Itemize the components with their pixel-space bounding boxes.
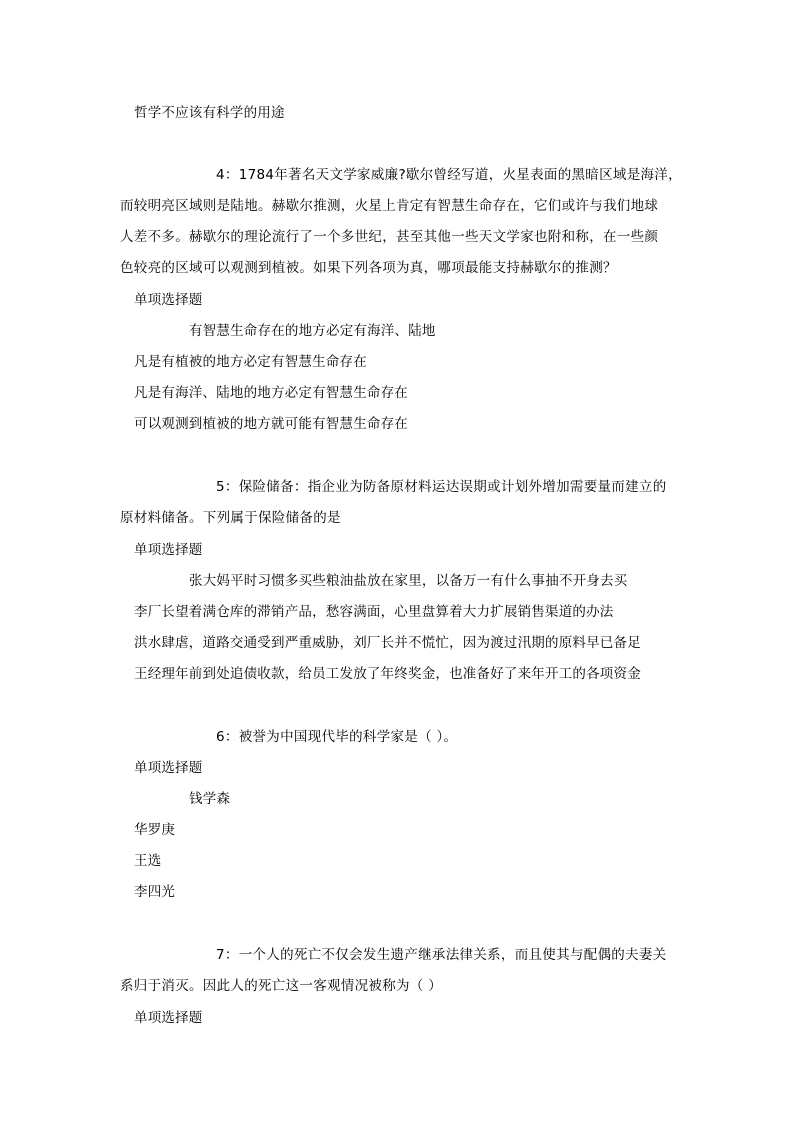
- question-7-type-label: 单项选择题: [134, 1010, 203, 1026]
- question-5-option-c[interactable]: 洪水肆虐，道路交通受到严重威胁，刘厂长并不慌忙，因为渡过汛期的原料早已备足: [134, 635, 641, 651]
- previous-question-option: 哲学不应该有科学的用途: [134, 105, 285, 121]
- question-7-stem-line: 7：一个人的死亡不仅会发生遗产继承法律关系，而且使其与配偶的夫妻关: [216, 947, 667, 963]
- question-4-stem-line: 人差不多。赫歇尔的理论流行了一个多世纪，甚至其他一些天文学家也附和称，在一些颜: [120, 229, 659, 245]
- question-5-type-label: 单项选择题: [134, 542, 203, 558]
- question-5-option-d[interactable]: 王经理年前到处追债收款，给员工发放了年终奖金，也准备好了来年开工的各项资金: [134, 666, 641, 682]
- question-5-stem-line: 原材料储备。下列属于保险储备的是: [120, 510, 341, 526]
- question-6-option-d[interactable]: 李四光: [134, 884, 176, 900]
- question-4-type-label: 单项选择题: [134, 292, 203, 308]
- question-6-stem-line: 6：被誉为中国现代毕的科学家是（ ）。: [216, 729, 458, 745]
- question-6-stem: [120, 722, 680, 753]
- question-5-stem-line: 5：保险储备：指企业为防备原材料运达误期或计划外增加需要量而建立的: [216, 479, 667, 495]
- question-4-stem-line: 色较亮的区域可以观测到植被。如果下列各项为真，哪项最能支持赫歇尔的推测？: [120, 260, 617, 276]
- question-5-option-a[interactable]: 张大妈平时习惯多买些粮油盐放在家里，以备万一有什么事抽不开身去买: [189, 573, 628, 589]
- question-6-option-a[interactable]: 钱学森: [189, 791, 231, 807]
- question-6-type-label: 单项选择题: [134, 760, 203, 776]
- question-4-option-d[interactable]: 可以观测到植被的地方就可能有智慧生命存在: [134, 416, 408, 432]
- question-4-option-b[interactable]: 凡是有植被的地方必定有智慧生命存在: [134, 354, 367, 370]
- question-7-stem: [120, 940, 680, 1002]
- question-4-stem-line: 4：1784年著名天文学家威廉?歇尔曾经写道，火星表面的黑暗区域是海洋，: [216, 167, 682, 183]
- question-5-stem: [120, 472, 680, 534]
- question-7-stem-line: 系归于消灭。因此人的死亡这一客观情况被称为（ ）: [120, 978, 442, 994]
- question-4-option-c[interactable]: 凡是有海洋、陆地的地方必定有智慧生命存在: [134, 385, 408, 401]
- question-6-option-b[interactable]: 华罗庚: [134, 822, 176, 838]
- question-4-stem-line: 而较明亮区域则是陆地。赫歇尔推测，火星上肯定有智慧生命存在，它们或许与我们地球: [120, 198, 659, 214]
- question-5-option-b[interactable]: 李厂长望着满仓库的滞销产品，愁容满面，心里盘算着大力扩展销售渠道的办法: [134, 604, 614, 620]
- question-6-option-c[interactable]: 王选: [134, 853, 162, 869]
- question-4-stem: [120, 160, 680, 284]
- question-4-option-a[interactable]: 有智慧生命存在的地方必定有海洋、陆地: [189, 323, 436, 339]
